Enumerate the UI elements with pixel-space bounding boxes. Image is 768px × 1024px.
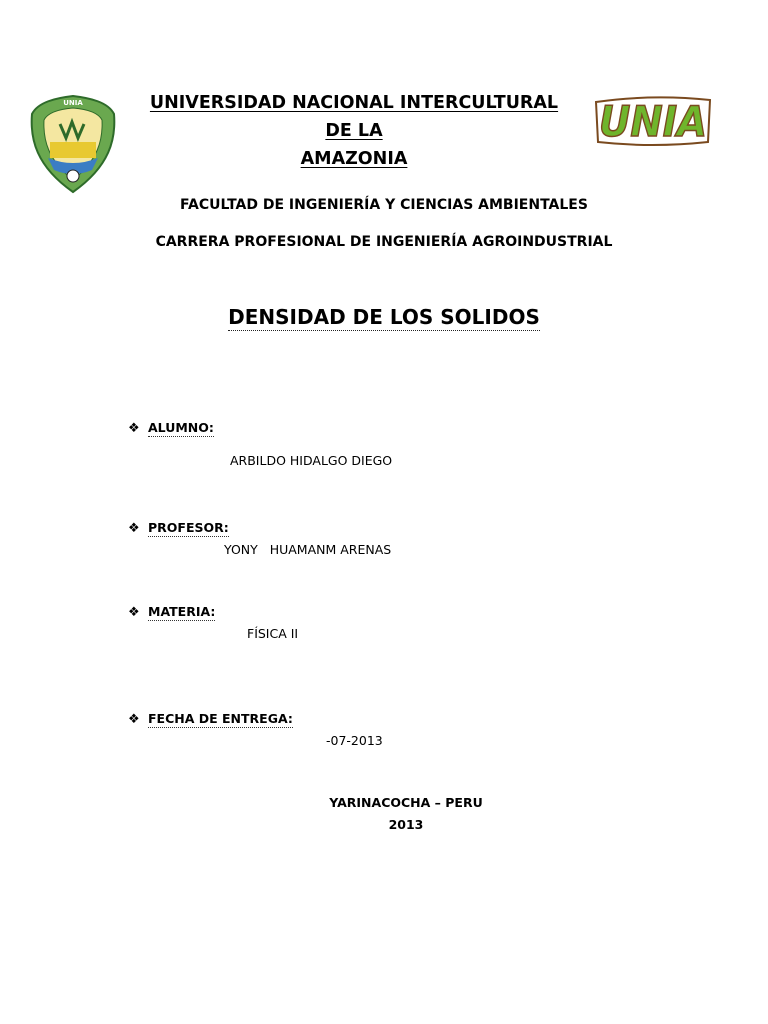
date-field-label: ❖ FECHA DE ENTREGA:	[128, 711, 293, 727]
career-name: CARRERA PROFESIONAL DE INGENIERÍA AGROINDUSTRIAL	[155, 234, 613, 250]
subject-field-label: ❖ MATERIA:	[128, 604, 216, 620]
professor-field-label: ❖ PROFESOR:	[128, 520, 229, 536]
faculty-name: FACULTAD DE INGENIERÍA Y CIENCIAS AMBIENTALES	[180, 197, 588, 213]
university-seal-icon	[30, 94, 116, 194]
university-name-line2: AMAZONIA	[300, 149, 408, 169]
diamond-bullet-icon: ❖	[128, 421, 140, 436]
university-name-line1: UNIVERSIDAD NACIONAL INTERCULTURAL DE LA	[149, 93, 559, 141]
subject-name: FÍSICA II	[247, 626, 299, 641]
delivery-date: -07-2013	[326, 733, 383, 748]
diamond-bullet-icon: ❖	[128, 712, 140, 727]
svg-text:UNIA: UNIA	[599, 97, 707, 146]
student-name: ARBILDO HIDALGO DIEGO	[230, 453, 393, 468]
document-title	[0, 305, 768, 329]
university-name	[140, 89, 568, 173]
diamond-bullet-icon: ❖	[128, 521, 140, 536]
student-field-label: ❖ ALUMNO:	[128, 420, 214, 436]
diamond-bullet-icon: ❖	[128, 605, 140, 620]
document-title-text: DENSIDAD DE LOS SOLIDOS	[228, 305, 540, 329]
professor-name: YONY HUAMANM ARENAS	[224, 542, 392, 557]
svg-text:UNIA: UNIA	[63, 99, 83, 107]
footer-year: 2013	[388, 817, 424, 832]
footer-place: YARINACOCHA – PERU	[329, 795, 483, 810]
unia-logo-icon	[592, 92, 714, 148]
